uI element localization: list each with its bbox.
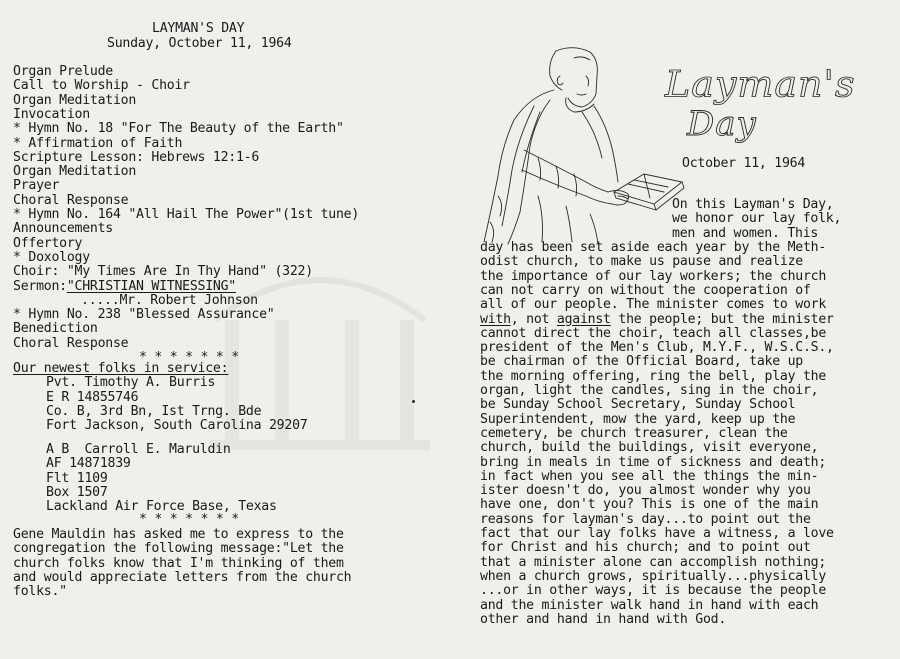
article-line: all of our people. The minister comes to work	[480, 297, 827, 313]
article-line: be Sunday School Secretary, Sunday School	[480, 397, 796, 413]
emphasis-against: against	[556, 311, 611, 327]
address-line: Fort Jackson, South Carolina 29207	[46, 418, 308, 434]
service-heading: Our newest folks in service:	[13, 361, 229, 376]
address-line: AF 14871839	[46, 456, 131, 472]
mauldin-message	[13, 527, 352, 628]
article-line: that a minister alone can accomplish nothing;	[480, 554, 827, 570]
article-line: odist church, to make us pause and realize	[480, 254, 803, 270]
article-line: men and women. This	[672, 225, 819, 241]
order-item: * Doxology	[13, 249, 90, 265]
sermon-title: "CHRISTIAN WITNESSING"	[66, 278, 236, 294]
address-line: Flt 1109	[46, 470, 108, 486]
article-line: ...or in other ways, it is because the people	[480, 583, 827, 599]
stray-mark	[412, 400, 415, 403]
article-line: the morning offering, ring the bell, play the	[480, 368, 827, 384]
article-line: On this Layman's Day,	[672, 197, 834, 212]
preacher: .....Mr. Robert Johnson	[81, 292, 258, 308]
message-line: and would appreciate letters from the church	[13, 569, 352, 585]
address-line: Pvt. Timothy A. Burris	[46, 375, 216, 391]
article-line: reasons for layman's day...to point out the	[480, 511, 811, 527]
address-line: Co. B, 3rd Bn, Ist Trng. Bde	[46, 403, 262, 419]
article-line: fact that our lay folks have a witness, a love	[480, 526, 834, 541]
order-item: Organ Meditation	[13, 92, 137, 108]
order-item: Scripture Lesson: Hebrews 12:1-6	[13, 149, 260, 165]
order-item: Organ Meditation	[13, 164, 137, 180]
order-item: Announcements	[13, 221, 113, 237]
order-item: * Hymn No. 238 "Blessed Assurance"	[13, 307, 275, 323]
program-date: Sunday, October 11, 1964	[107, 36, 292, 51]
article-body	[480, 240, 834, 656]
article-line: bring in meals in time of sickness and death;	[480, 454, 827, 470]
article-line: for Christ and his church; and to point out	[480, 540, 811, 556]
article-line: Superintendent, mow the yard, keep up the	[480, 411, 796, 427]
cover-date: October 11, 1964	[682, 156, 806, 171]
order-item: Offertory	[13, 235, 83, 251]
order-item: * Affirmation of Faith	[13, 135, 183, 151]
message-line: congregation the following message:"Let the	[13, 541, 344, 557]
script-title	[663, 62, 885, 154]
order-item: * Hymn No. 18 "For The Beauty of the Earth"	[13, 121, 344, 137]
address-line: A B Carroll E. Maruldin	[46, 442, 231, 457]
order-item: Benediction	[13, 321, 98, 337]
order-item: Choral Response	[13, 335, 129, 351]
star-divider: * * * * * * *	[139, 512, 239, 527]
article-line: when a church grows, spiritually...physically	[480, 568, 827, 584]
article-line	[480, 313, 834, 327]
order-item: Choir: "My Times Are In Thy Hand" (322)	[13, 264, 313, 280]
order-item: Invocation	[13, 106, 90, 122]
star-divider: * * * * * * *	[139, 350, 239, 365]
article-text: , not	[510, 311, 557, 327]
article-line: have one, don't you? This is one of the main	[480, 497, 819, 513]
article-line: organ, light the candles, sing in the choir,	[480, 383, 819, 398]
order-item: Choral Response	[13, 192, 129, 208]
article-line: can not carry on without the cooperation of	[480, 282, 811, 298]
order-item: Prayer	[13, 178, 60, 194]
address-line: Lackland Air Force Base, Texas	[46, 499, 277, 515]
article-line: be chairman of the Official Board, take up	[480, 354, 803, 370]
script-title-line2: Day	[687, 104, 757, 144]
address-line: E R 14855746	[46, 389, 139, 405]
article-line: president of the Men's Club, M.Y.F., W.S.C.S.,	[480, 340, 834, 356]
man-reading-bible-illustration	[478, 46, 693, 246]
article-line: the importance of our lay workers; the church	[480, 268, 827, 284]
address-line: Box 1507	[46, 484, 108, 500]
article-line: and the minister walk hand in hand with each	[480, 597, 819, 613]
sermon-line	[13, 280, 236, 294]
order-item: Organ Prelude	[13, 64, 113, 79]
sermon-label: Sermon:	[13, 278, 67, 294]
article-line: cannot direct the choir, teach all classes,be	[480, 325, 827, 341]
message-line: Gene Mauldin has asked me to express to the	[13, 527, 344, 542]
article-line: ister doesn't do, you almost wonder why you	[480, 483, 811, 499]
order-item: Call to Worship - Choir	[13, 78, 190, 94]
article-line: other and hand in hand with God.	[480, 611, 727, 627]
article-line: in fact when you see all the things the min-	[480, 468, 819, 484]
article-line: day has been set aside each year by the Meth-	[480, 240, 827, 255]
emphasis-with: with	[480, 311, 511, 327]
message-line: folks."	[13, 584, 67, 600]
article-line: cemetery, be church treasurer, clean the	[480, 425, 788, 441]
article-line: church, build the buildings, visit everyone,	[480, 440, 819, 456]
article-text: the people; but the minister	[610, 311, 834, 327]
article-line: we honor our lay folk,	[672, 211, 842, 227]
message-line: church folks know that I'm thinking of them	[13, 555, 344, 571]
script-title-line1: Layman's	[665, 63, 856, 105]
order-item: * Hymn No. 164 "All Hail The Power"(1st tune)	[13, 207, 360, 222]
program-title: LAYMAN'S DAY	[152, 21, 245, 36]
